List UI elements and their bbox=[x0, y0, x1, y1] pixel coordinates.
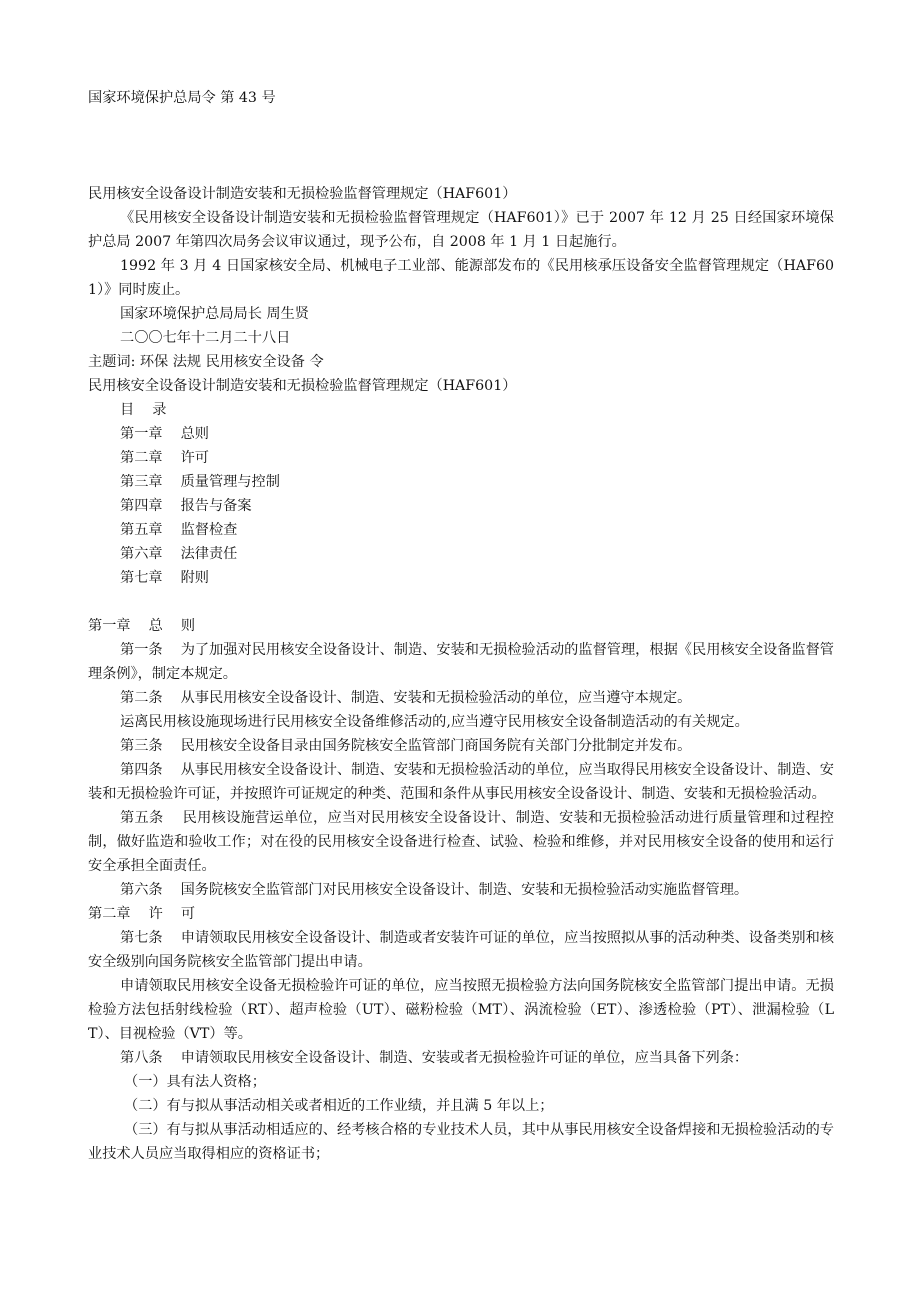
keywords-line: 主题词: 环保 法规 民用核安全设备 令 bbox=[88, 354, 324, 370]
article-5: 第五条 民用核设施营运单位，应当对民用核安全设备设计、制造、安装和无损检验活动进行质量管理和过程控制，做好监造和验收工作；对在役的民用核安全设备进行检查、试验、检验和维修，并对民用核安全设备的使用和运行安全承担全面责任。 bbox=[88, 810, 834, 874]
article-7: 第七条 申请领取民用核安全设备设计、制造或者安装许可证的单位，应当按照拟从事的活动种类、设备类别和核安全级别向国务院核安全监管部门提出申请。 bbox=[88, 930, 834, 970]
toc-item: 第二章 许可 bbox=[120, 450, 209, 466]
chapter-heading: 第一章 总 则 bbox=[88, 618, 196, 634]
regulation-title-repeat: 民用核安全设备设计制造安装和无损检验监督管理规定（HAF601） bbox=[88, 378, 517, 394]
toc-item: 第五章 监督检查 bbox=[120, 522, 238, 538]
table-of-contents bbox=[88, 398, 834, 590]
article-2: 第二条 从事民用核安全设备设计、制造、安装和无损检验活动的单位，应当遵守本规定。 bbox=[120, 690, 692, 706]
toc-item: 第三章 质量管理与控制 bbox=[120, 474, 280, 490]
condition-3: （三）有与拟从事活动相适应的、经考核合格的专业技术人员，其中从事民用核安全设备焊接和无损检验活动的专业技术人员应当取得相应的资格证书； bbox=[88, 1122, 834, 1162]
document-page bbox=[88, 86, 834, 1166]
article-8: 第八条 申请领取民用核安全设备设计、制造、安装或者无损检验许可证的单位，应当具备下列条： bbox=[120, 1050, 749, 1066]
toc-item: 第七章 附则 bbox=[120, 570, 209, 586]
article-2-supplement: 运离民用核设施现场进行民用核安全设备维修活动的,应当遵守民用核安全设备制造活动的有关规定。 bbox=[120, 714, 749, 730]
toc-item: 第六章 法律责任 bbox=[120, 546, 238, 562]
decree-number: 国家环境保护总局令 第 43 号 bbox=[88, 90, 276, 106]
condition-1: （一）具有法人资格； bbox=[124, 1074, 266, 1090]
repeal-paragraph: 1992 年 3 月 4 日国家核安全局、机械电子工业部、能源部发布的《民用核承压设备安全监督管理规定（HAF601）》同时废止。 bbox=[88, 258, 834, 298]
article-6: 第六条 国务院核安全监管部门对民用核安全设备设计、制造、安装和无损检验活动实施监督管理。 bbox=[120, 882, 749, 898]
signatory: 国家环境保护总局局长 周生贤 bbox=[120, 306, 309, 322]
promulgation-paragraph: 《民用核安全设备设计制造安装和无损检验监督管理规定（HAF601）》已于 2007 年 12 月 25 日经国家环境保护总局 2007 年第四次局务会议审议通过，现予公布，自 2008 年 1 月 1 日起施行。 bbox=[88, 210, 834, 250]
toc-item: 第一章 总则 bbox=[120, 426, 209, 442]
chapter-heading: 第二章 许 可 bbox=[88, 906, 196, 922]
signing-date: 二〇〇七年十二月二十八日 bbox=[120, 330, 291, 346]
article-7-supplement: 申请领取民用核安全设备无损检验许可证的单位，应当按照无损检验方法向国务院核安全监管部门提出申请。无损检验方法包括射线检验（RT）、超声检验（UT）、磁粉检验（MT）、涡流检验（ET）、渗透检验（PT）、泄漏检验（LT）、目视检验（VT）等。 bbox=[88, 978, 834, 1042]
toc-heading: 目 录 bbox=[120, 402, 167, 418]
condition-2: （二）有与拟从事活动相关或者相近的工作业绩，并且满 5 年以上； bbox=[124, 1098, 554, 1114]
article-1: 第一条 为了加强对民用核安全设备设计、制造、安装和无损检验活动的监督管理，根据《民用核安全设备监督管理条例》，制定本规定。 bbox=[88, 642, 834, 682]
toc-item: 第四章 报告与备案 bbox=[120, 498, 252, 514]
regulation-title: 民用核安全设备设计制造安装和无损检验监督管理规定（HAF601） bbox=[88, 186, 517, 202]
chapter-2 bbox=[88, 902, 834, 1166]
article-3: 第三条 民用核安全设备目录由国务院核安全监管部门商国务院有关部门分批制定并发布。 bbox=[120, 738, 692, 754]
article-4: 第四条 从事民用核安全设备设计、制造、安装和无损检验活动的单位，应当取得民用核安全设备设计、制造、安装和无损检验许可证，并按照许可证规定的种类、范围和条件从事民用核安全设备设计、制造、安装和无损检验活动。 bbox=[88, 762, 834, 802]
chapter-1 bbox=[88, 614, 834, 902]
